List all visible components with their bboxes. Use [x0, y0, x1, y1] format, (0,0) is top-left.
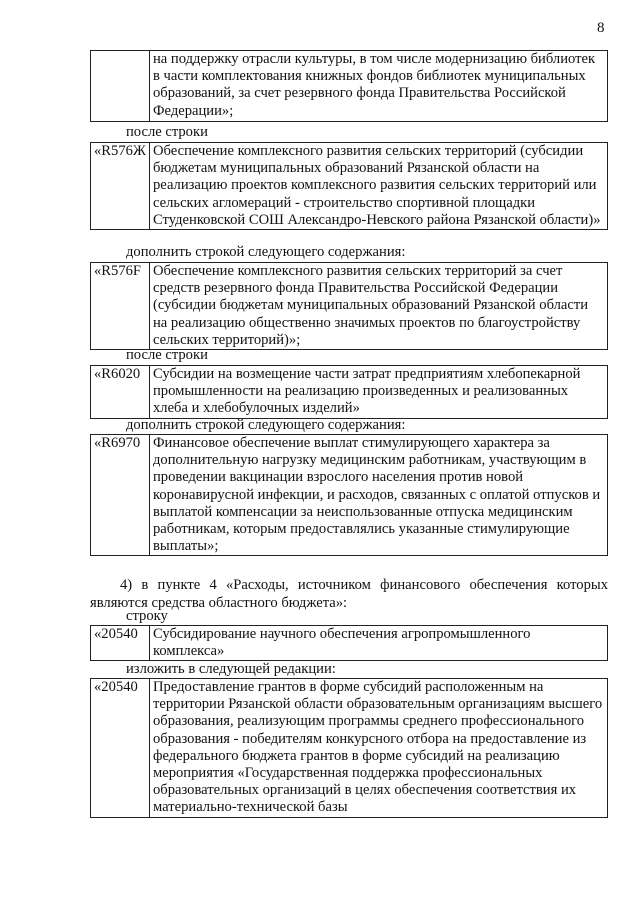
caption-add-row: дополнить строкой следующего содержания:: [126, 417, 406, 433]
row-code: «R576F: [91, 263, 150, 350]
table-row: [90, 50, 608, 122]
row-code: «20540: [91, 626, 150, 661]
caption-after-row: после строки: [126, 124, 208, 140]
table-row: [90, 678, 608, 818]
row-code: «R6020: [91, 366, 150, 419]
page-number: 8: [597, 20, 605, 36]
row-text: Обеспечение комплексного развития сельских территорий за счет средств резервного фонда Правительства Российской Федерации (субсидии бюджетам муниципальных образований Рязанской области на реализацию общественно значимых проектов по благоустройству сельских территорий)»;: [150, 263, 608, 350]
row-text: Предоставление грантов в форме субсидий расположенным на территории Рязанской области образовательным организациям высшего образования, реализующим программы среднего профессионального образования - победителям конкурсного отбора на предоставление из федерального бюджета грантов в форме субсидий на реализацию мероприятия «Государственная поддержка профессиональных образовательных организаций в целях обеспечения соответствия их материально-технической базы: [150, 679, 608, 818]
caption-edit-label: изложить в следующей редакции:: [126, 661, 336, 677]
row-text: Обеспечение комплексного развития сельских территорий (субсидии бюджетам муниципальных образований Рязанской области на реализацию проектов комплексного развития сельских территорий или сельских агломераций - строительство спортивной площадки Студенковской СОШ Александро-Невского района Рязанской области)»: [150, 143, 608, 230]
caption-after-row: после строки: [126, 347, 208, 363]
caption-add-row: дополнить строкой следующего содержания:: [126, 244, 406, 260]
table-row: [90, 262, 608, 350]
table-row: [90, 142, 608, 230]
paragraph-text: 4) в пункте 4 «Расходы, источником финансового обеспечения которых являются средства областного бюджета»:: [90, 577, 608, 611]
row-text: Финансовое обеспечение выплат стимулирующего характера за дополнительную нагрузку медицинским работникам, участвующим в проведении вакцинации взрослого населения против новой коронавирусной инфекции, и расходов, связанных с оплатой отпусков и выплатой компенсации за неиспользованные отпуска медицинским работникам, которым предоставлялись указанные стимулирующие выплаты»;: [150, 435, 608, 556]
row-code: [91, 51, 150, 122]
row-text: Субсидирование научного обеспечения агропромышленного комплекса»: [150, 626, 608, 661]
row-text: Субсидии на возмещение части затрат предприятиям хлебопекарной промышленности на реализацию произведенных и реализованных хлеба и хлебобулочных изделий»: [150, 366, 608, 419]
table-row: [90, 625, 608, 661]
row-code: «20540: [91, 679, 150, 818]
row-text: на поддержку отрасли культуры, в том числе модернизацию библиотек в части комплектования книжных фондов библиотек муниципальных образований, за счет резервного фонда Правительства Российской Федерации»;: [150, 51, 608, 122]
table-row: [90, 365, 608, 419]
row-code: «R6970: [91, 435, 150, 556]
paragraph-item-4: [90, 576, 608, 612]
table-row: [90, 434, 608, 556]
caption-row-label: строку: [126, 608, 168, 624]
row-code: «R576Ж: [91, 143, 150, 230]
